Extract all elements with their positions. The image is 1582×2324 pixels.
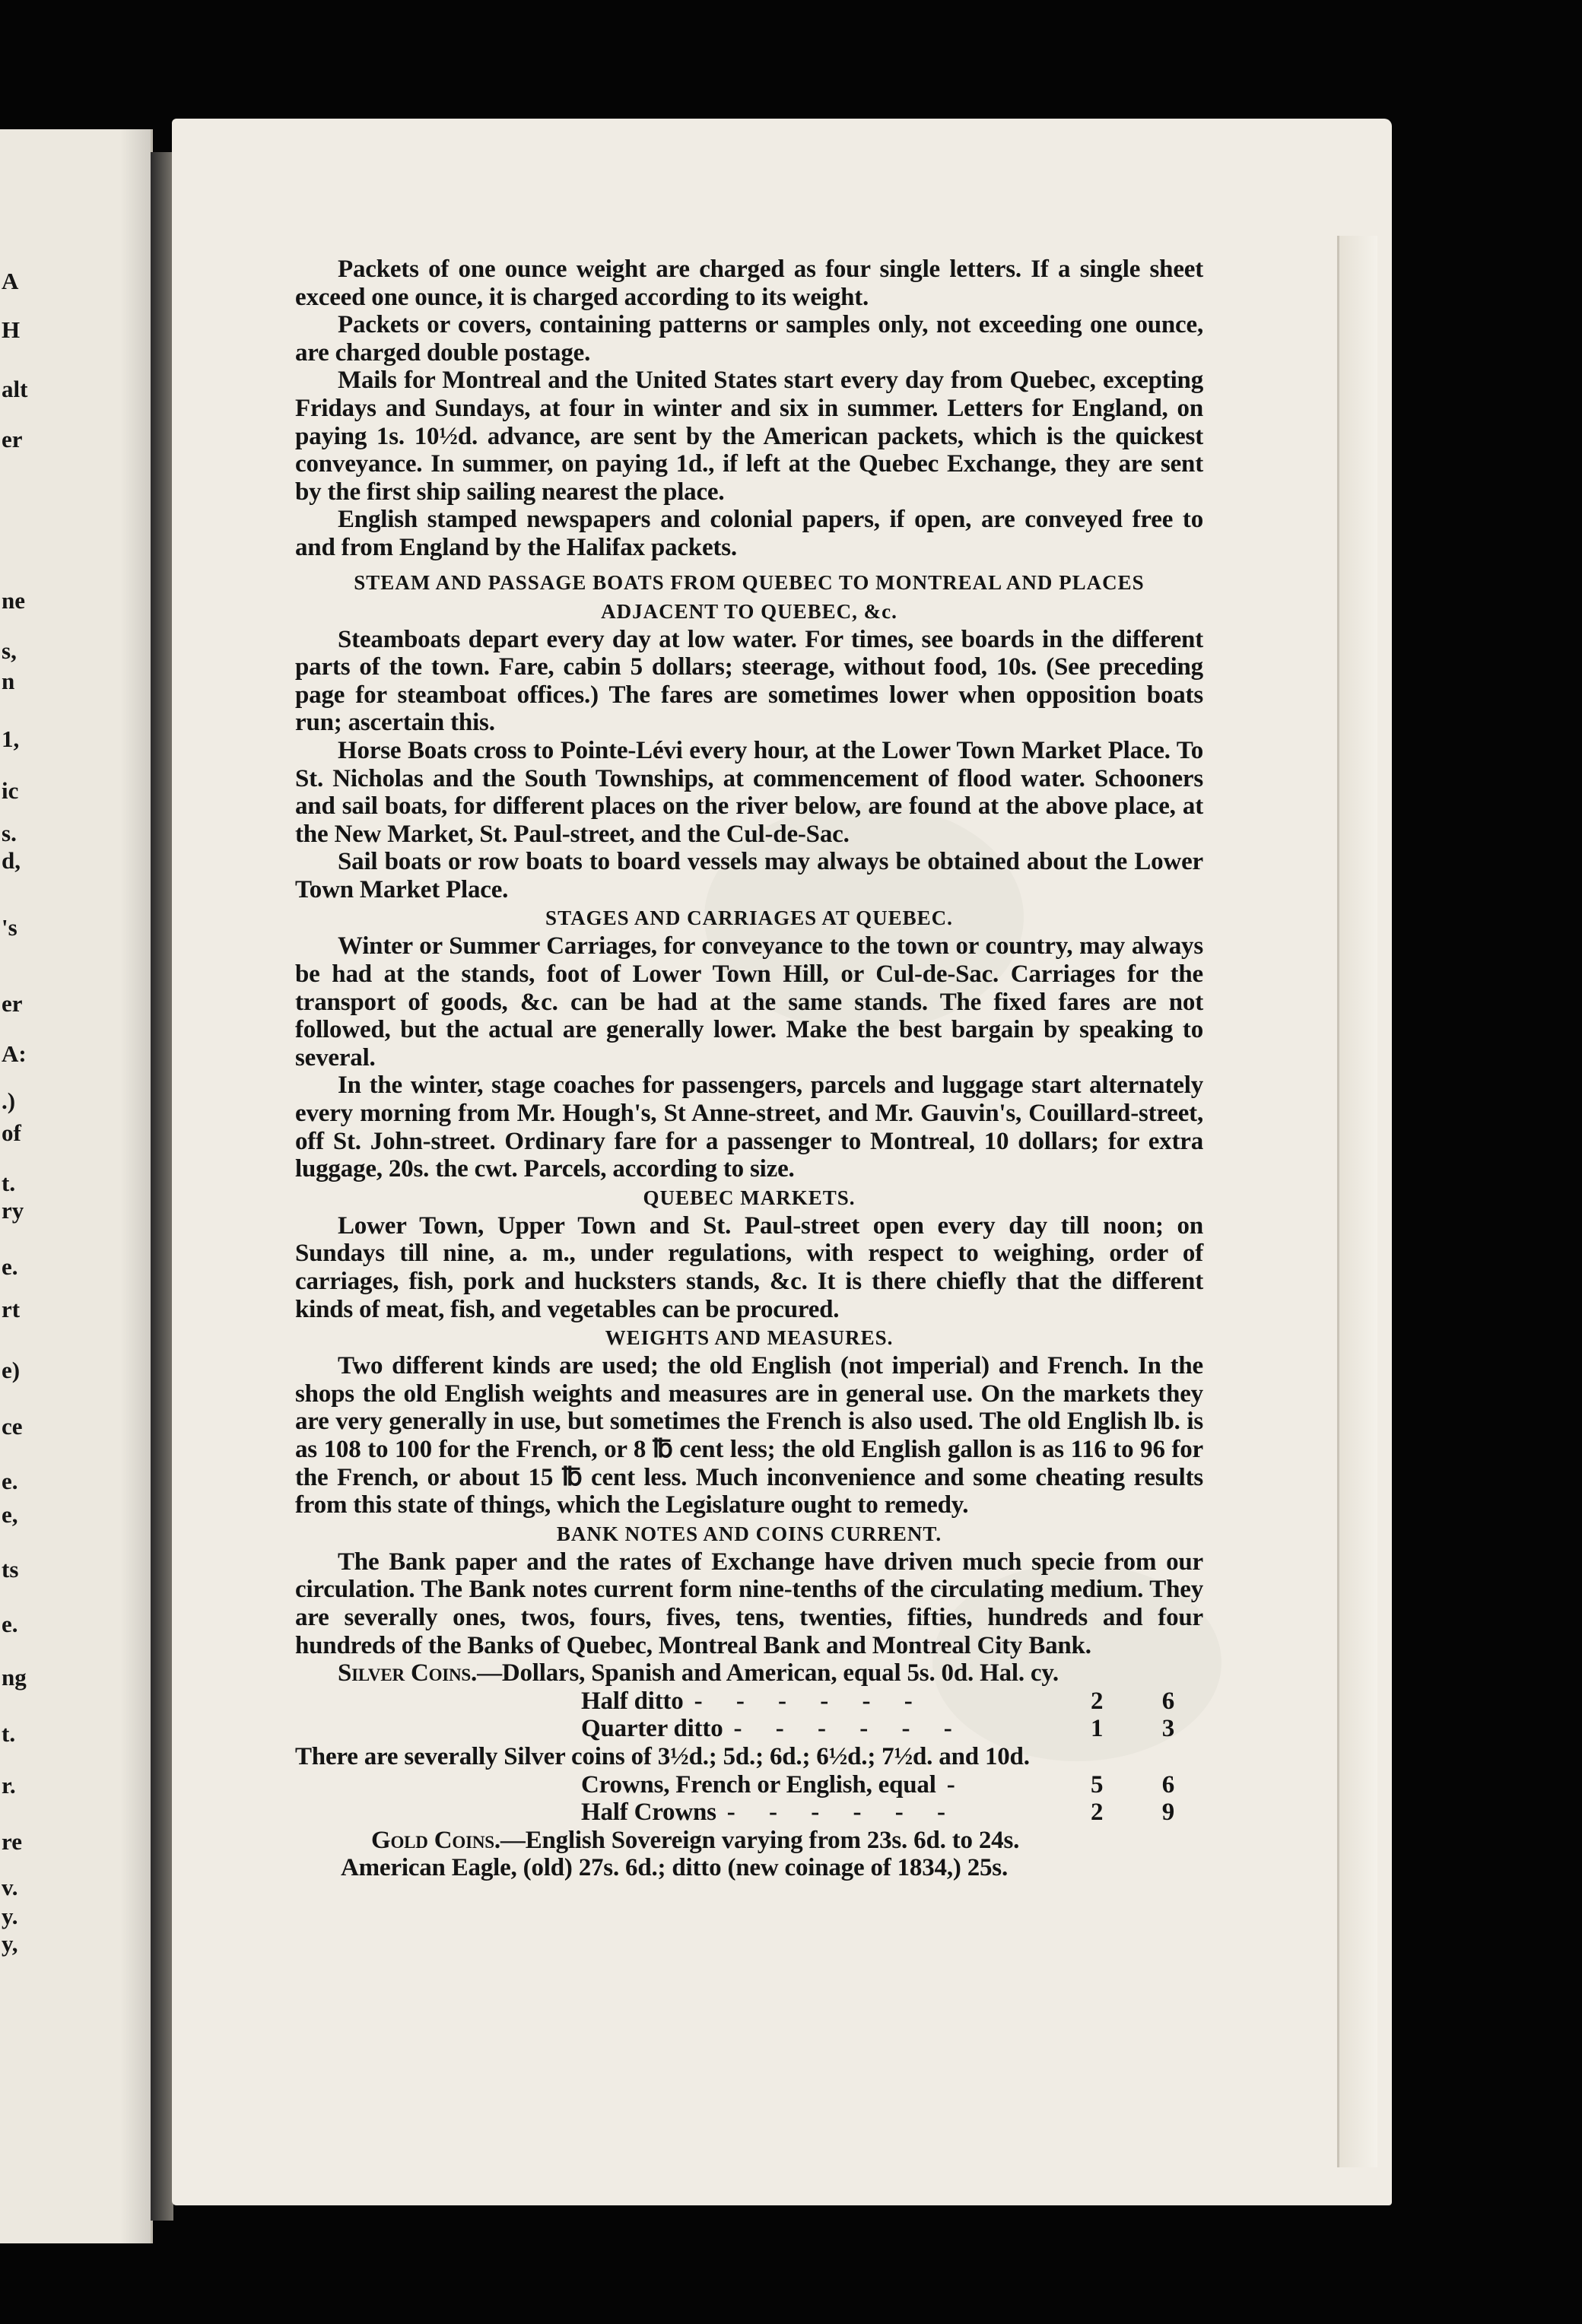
left-margin-fragment: t. bbox=[2, 1720, 16, 1747]
coin-label: Half Crowns bbox=[581, 1799, 716, 1827]
left-margin-fragment: er bbox=[2, 426, 23, 452]
page-text bbox=[295, 256, 1203, 1882]
section-heading: STAGES AND CARRIAGES AT QUEBEC. bbox=[545, 906, 953, 930]
book-gutter bbox=[151, 152, 173, 2221]
gold-coins-text: —English Sovereign varying from 23s. 6d. to 24s. bbox=[500, 1826, 1020, 1854]
left-margin-fragment: 1, bbox=[2, 725, 20, 752]
left-margin-fragment: er bbox=[2, 990, 23, 1017]
paragraph: The Bank paper and the rates of Exchange have driven much specie from our circulation. The Bank notes current form nine-tenths of the circulating medium. They are severally ones, twos, fours, fives, tens, twenties, fifties, hundreds and four hundreds of the Banks of Quebec, Montreal Bank and Montreal City Bank. bbox=[295, 1548, 1203, 1659]
left-margin-fragment: e. bbox=[2, 1253, 18, 1280]
left-margin-fragment: ng bbox=[2, 1664, 27, 1691]
left-margin-fragment: ts bbox=[2, 1556, 19, 1583]
paragraph: Steamboats depart every day at low water. For times, see boards in the different parts of the town. Fare, cabin 5 dollars; steerage, without food, 10s. (See preceding page for steamboat offices.) The fares are sometimes lower when opposition boats run; ascertain this. bbox=[295, 625, 1203, 737]
coin-row-crowns bbox=[295, 1771, 1174, 1799]
coin-label: Half ditto bbox=[581, 1687, 684, 1715]
coin-row-half bbox=[295, 1687, 1174, 1716]
silver-coins-label: Silver Coins. bbox=[338, 1659, 478, 1687]
coin-pence: 9 bbox=[1161, 1799, 1174, 1827]
left-margin-fragment: e, bbox=[2, 1501, 18, 1528]
left-margin-fragment: A bbox=[2, 268, 19, 294]
paragraph: Horse Boats cross to Pointe-Lévi every hour, at the Lower Town Market Place. To St. Nicholas and the South Townships, at commencement of flood water. Schooners and sail boats, for different places on the river below, are found at the above place, at the New Market, St. Paul-street, and the Cul-de-Sac. bbox=[295, 736, 1203, 848]
left-margin-fragment: r. bbox=[2, 1772, 16, 1799]
section-heading: STEAM AND PASSAGE BOATS FROM QUEBEC TO MONTREAL AND PLACES ADJACENT TO QUEBEC, &c. bbox=[354, 570, 1145, 623]
left-margin-fragment: y, bbox=[2, 1930, 18, 1957]
left-margin-fragment: ne bbox=[2, 587, 25, 614]
paragraph: Winter or Summer Carriages, for conveyance to the town or country, may always be had at the stands, foot of Lower Town Hill, or Cul-de-Sac. Carriages for the transport of goods, &c. can be had at the same stands. The fixed fares are not followed, but the actual are generally lower. Make the best bargain by speaking to several. bbox=[295, 932, 1203, 1072]
dash-leader: - - - - - - bbox=[694, 1687, 926, 1715]
left-margin-fragment: e) bbox=[2, 1357, 21, 1383]
left-margin-fragment: t. bbox=[2, 1170, 16, 1196]
american-eagle-line: American Eagle, (old) 27s. 6d.; ditto (new coinage of 1834,) 25s. bbox=[341, 1854, 1009, 1882]
left-margin-fragment: rt bbox=[2, 1296, 21, 1322]
left-margin-fragment: e. bbox=[2, 1468, 18, 1494]
left-margin-fragment: y. bbox=[2, 1903, 18, 1929]
paragraph: Two different kinds are used; the old English (not imperial) and French. In the shops the old English weights and measures are in general use. On the markets they are very generally in use, but sometimes the French is also used. The old English lb. is as 108 to 100 for the French, or 8 ℔ cent less; the old English gallon is as 116 to 96 for the French, or about 15 ℔ cent less. Much inconvenience and some cheating results from this state of things, which the Legislature ought to remedy. bbox=[295, 1352, 1203, 1519]
paragraph: Packets or covers, containing patterns or samples only, not exceeding one ounce, are charged double postage. bbox=[295, 311, 1203, 367]
left-margin-fragment: v. bbox=[2, 1874, 18, 1900]
coin-label: Quarter ditto bbox=[581, 1715, 723, 1743]
section-heading: WEIGHTS AND MEASURES. bbox=[605, 1326, 894, 1350]
coin-shillings: 2 bbox=[1091, 1799, 1104, 1827]
coin-amount bbox=[1091, 1771, 1174, 1799]
gold-coins-line bbox=[295, 1827, 1203, 1855]
left-margin-fragment: 's bbox=[2, 914, 17, 941]
left-margin-fragment: e. bbox=[2, 1611, 18, 1637]
left-margin-fragment: ic bbox=[2, 777, 19, 804]
left-page-shadow bbox=[120, 129, 151, 2243]
left-margin-fragment: n bbox=[2, 668, 15, 694]
coin-shillings: 5 bbox=[1091, 1770, 1104, 1799]
left-margin-fragment: A: bbox=[2, 1040, 27, 1067]
left-margin-fragment: H bbox=[2, 316, 21, 343]
page-edge bbox=[1337, 236, 1377, 2167]
left-margin-fragment: ce bbox=[2, 1413, 23, 1440]
left-margin-fragment: s. bbox=[2, 820, 17, 846]
coin-shillings: 2 bbox=[1091, 1687, 1104, 1715]
paragraph: English stamped newspapers and colonial papers, if open, are conveyed free to and from England by the Halifax packets. bbox=[295, 506, 1203, 561]
coin-pence: 6 bbox=[1161, 1687, 1174, 1715]
left-margin-fragment: d, bbox=[2, 847, 21, 874]
section-heading: BANK NOTES AND COINS CURRENT. bbox=[556, 1522, 942, 1545]
coin-row-half-crowns bbox=[295, 1799, 1174, 1827]
left-margin-fragment: re bbox=[2, 1828, 22, 1855]
paragraph: Packets of one ounce weight are charged as four single letters. If a single sheet exceed one ounce, it is charged according to its weight. bbox=[295, 256, 1203, 311]
coin-shillings: 1 bbox=[1091, 1715, 1104, 1743]
coin-amount bbox=[1091, 1799, 1174, 1827]
left-margin-fragment: ry bbox=[2, 1197, 24, 1224]
silver-coins-text: —Dollars, Spanish and American, equal 5s. 0d. Hal. cy. bbox=[477, 1659, 1059, 1687]
coin-pence: 6 bbox=[1161, 1770, 1174, 1799]
coin-amount bbox=[1091, 1687, 1174, 1716]
left-margin-fragment: .) bbox=[2, 1087, 16, 1114]
silver-coins-list: There are severally Silver coins of 3½d.; 5d.; 6d.; 6½d.; 7½d. and 10d. bbox=[295, 1742, 1030, 1770]
dash-leader: - - - - - - bbox=[733, 1715, 966, 1743]
paragraph: Sail boats or row boats to board vessels may always be obtained about the Lower Town Market Place. bbox=[295, 848, 1203, 903]
silver-coins-line bbox=[295, 1659, 1203, 1687]
section-heading: QUEBEC MARKETS. bbox=[643, 1186, 856, 1209]
coin-amount bbox=[1091, 1715, 1174, 1743]
dash-leader: - bbox=[946, 1770, 969, 1799]
dash-leader: - - - - - - bbox=[726, 1799, 959, 1827]
left-page-fragment bbox=[0, 129, 153, 2243]
paragraph: In the winter, stage coaches for passengers, parcels and luggage start alternately every morning from Mr. Hough's, St Anne-street, and Mr. Gauvin's, Couillard-street, off St. John-street. Ordinary fare for a passenger to Montreal, 10 dollars; for extra luggage, 20s. the cwt. Parcels, according to size. bbox=[295, 1072, 1203, 1183]
left-margin-fragment: s, bbox=[2, 637, 17, 664]
coin-pence: 3 bbox=[1161, 1715, 1174, 1743]
coin-label: Crowns, French or English, equal bbox=[581, 1770, 936, 1799]
left-margin-fragment: alt bbox=[2, 376, 28, 402]
gold-coins-label: Gold Coins. bbox=[371, 1826, 500, 1854]
left-margin-fragment: of bbox=[2, 1119, 21, 1146]
paragraph: Mails for Montreal and the United States start every day from Quebec, excepting Fridays and Sundays, at four in winter and six in summer. Letters for England, on paying 1s. 10½d. advance, are sent by the American packets, which is the quickest conveyance. In summer, on paying 1d., if left at the Quebec Exchange, they are sent by the first ship sailing nearest the place. bbox=[295, 367, 1203, 506]
coin-row-quarter bbox=[295, 1715, 1174, 1743]
paragraph: Lower Town, Upper Town and St. Paul-street open every day till noon; on Sundays till nine, a. m., under regulations, with respect to weighing, order of carriages, fish, pork and hucksters stands, &c. It is there chiefly that the different kinds of meat, fish, and vegetables can be procured. bbox=[295, 1211, 1203, 1323]
